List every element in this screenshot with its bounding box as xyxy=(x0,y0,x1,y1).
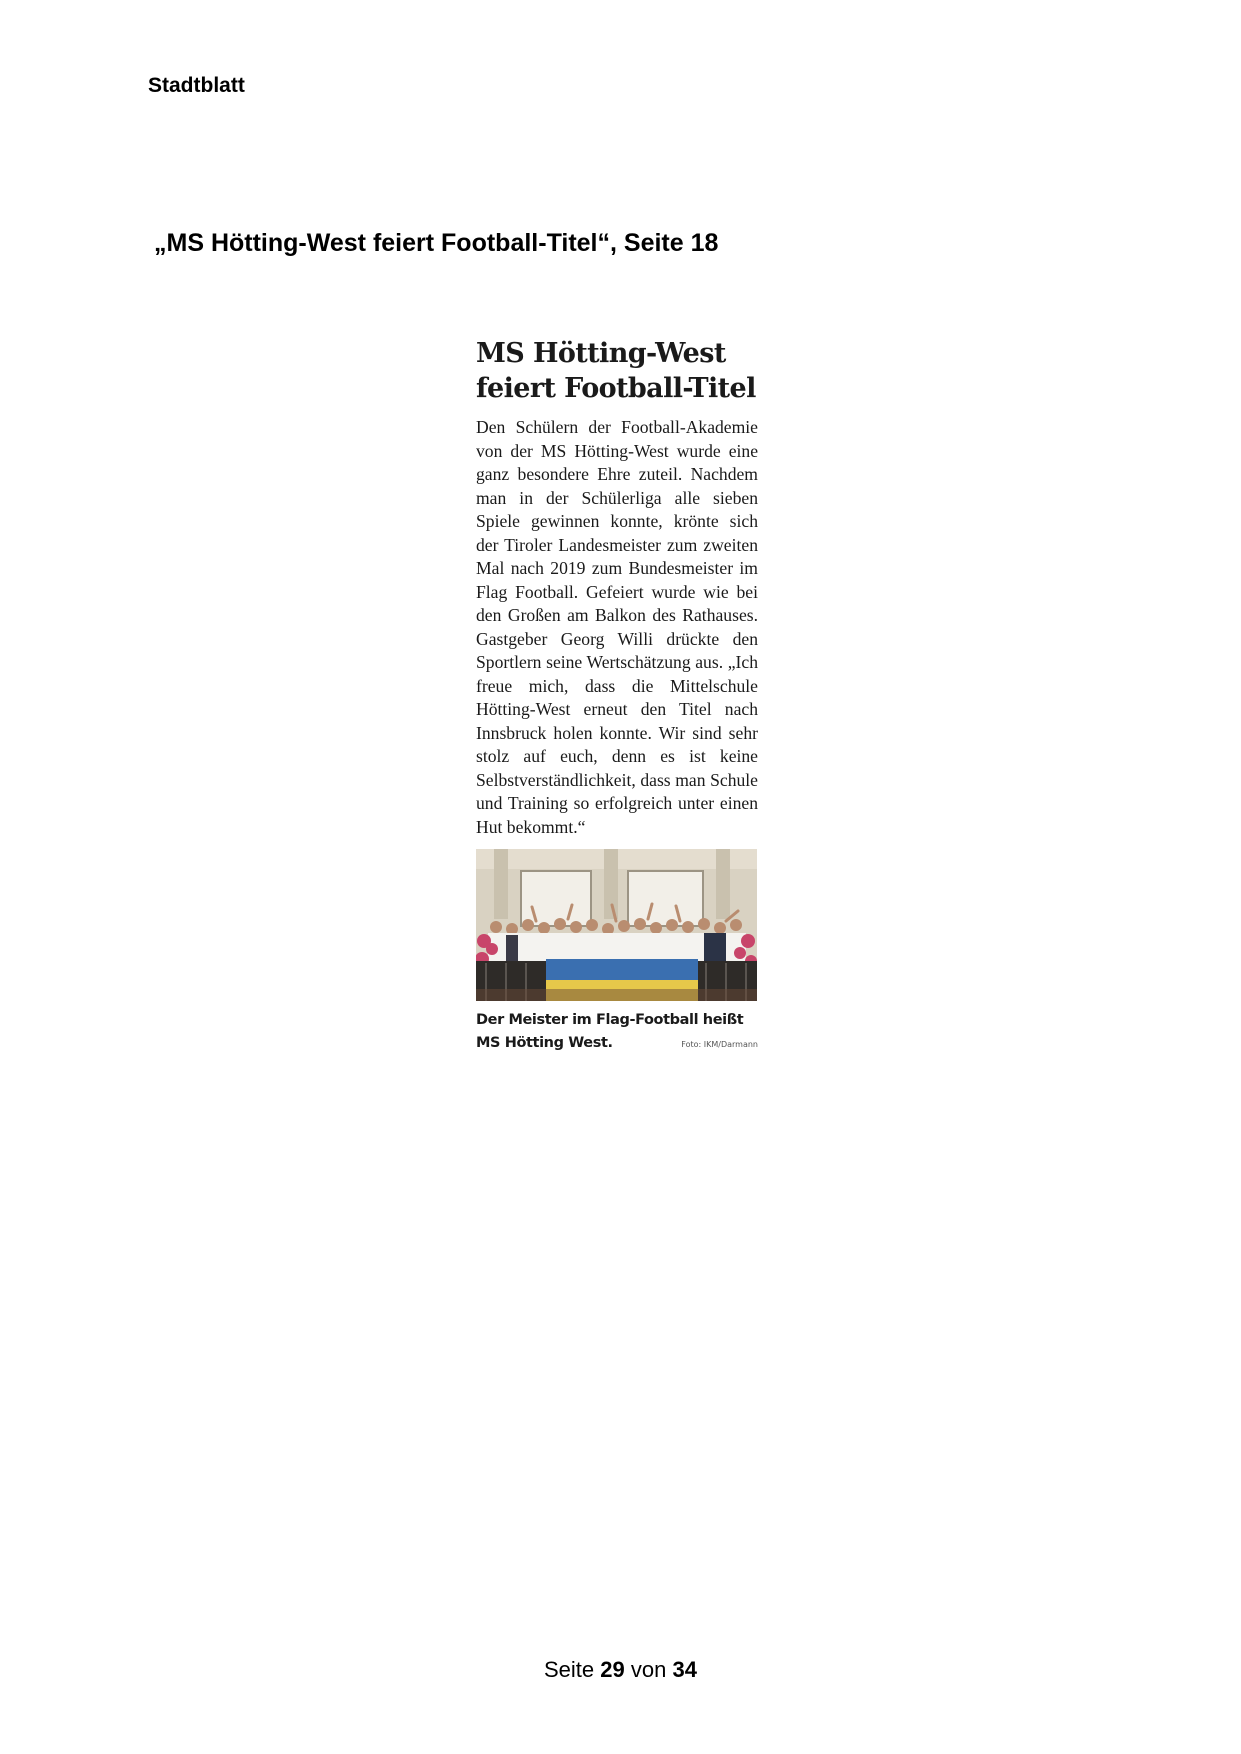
publication-name: Stadtblatt xyxy=(148,74,245,97)
current-page-number: 29 xyxy=(600,1657,625,1682)
newspaper-clipping xyxy=(476,336,758,1106)
caption-line-2: MS Hötting West. xyxy=(476,1035,613,1051)
page-separator: von xyxy=(630,1657,667,1682)
balcony-photo-illustration xyxy=(476,849,757,1001)
page-number-footer xyxy=(0,1657,1241,1683)
article-title-line-1: MS Hötting-West xyxy=(476,338,726,369)
article-photo xyxy=(476,849,757,1001)
article-title xyxy=(476,336,758,406)
caption-line-1: Der Meister im Flag-Football heißt xyxy=(476,1012,744,1028)
article-body: Den Schülern der Football-Akademie von der MS Hötting-West wurde eine ganz besondere Ehre zuteil. Nachdem man in der Schülerliga alle sieben Spiele gewinnen konnte, krönte sich der Tiroler Landesmeister zum zweiten Mal nach 2019 zum Bundesmeister im Flag Football. Gefeiert wurde wie bei den Großen am Balkon des Rathauses. Gastgeber Georg Willi drückte den Sportlern seine Wertschätzung aus. „Ich freue mich, dass die Mittelschule Hötting-West erneut den Titel nach Innsbruck holen konnte. Wir sind sehr stolz auf euch, denn es ist keine Selbstverständlichkeit, dass man Schule und Training so erfolgreich unter einen Hut bekommt.“ xyxy=(476,417,758,837)
page-label: Seite xyxy=(544,1657,595,1682)
photo-credit: Foto: IKM/Darmann xyxy=(681,1040,758,1049)
clipping-heading: „MS Hötting-West feiert Football-Titel“, Seite 18 xyxy=(154,229,719,257)
photo-caption xyxy=(476,1009,758,1056)
total-page-count: 34 xyxy=(672,1657,697,1682)
article-title-line-2: feiert Football-Titel xyxy=(476,373,756,404)
